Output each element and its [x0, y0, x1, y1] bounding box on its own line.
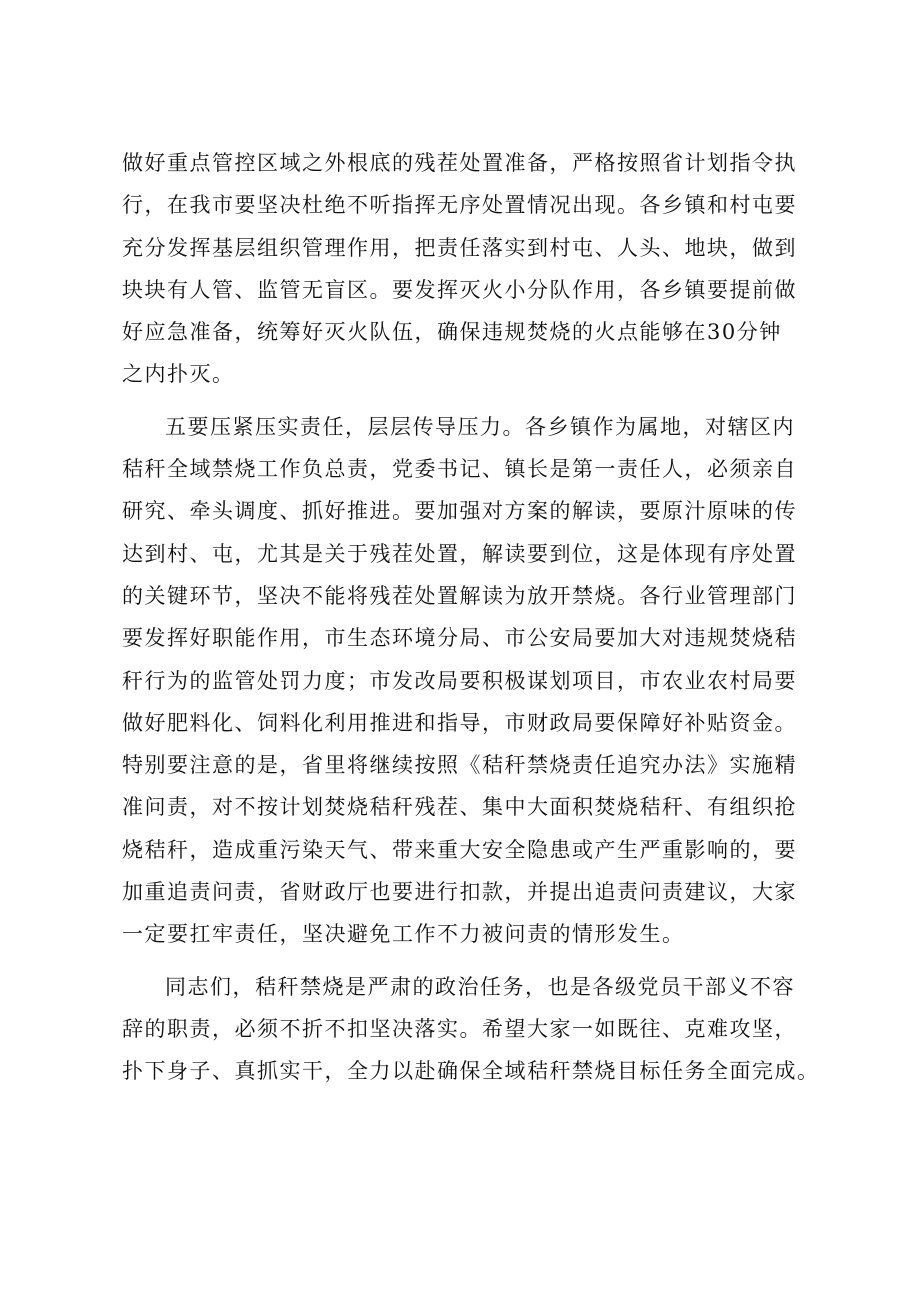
- text-line: 辞的职责，必须不折不扣坚决落实。希望大家一如既往、克难攻坚，: [122, 1016, 797, 1041]
- text-line: 五要压紧压实责任，层层传导压力。各乡镇作为属地，对辖区内: [165, 414, 795, 439]
- text-line: 烧秸秆，造成重污染天气、带来重大安全隐患或产生严重影响的，要: [122, 837, 797, 862]
- text-line: 秸秆全域禁烧工作负总责，党委书记、镇长是第一责任人，必须亲自: [122, 457, 797, 482]
- text-line: 做好重点管控区域之外根底的残茬处置准备，严格按照省计划指令执: [122, 151, 797, 175]
- paragraph-2: [122, 406, 802, 956]
- text-line: 之内扑灭。: [122, 362, 235, 387]
- text-line: 达到村、屯，尤其是关于残茬处置，解读要到位，这是体现有序处置: [122, 541, 797, 566]
- text-line: 做好肥料化、饲料化利用推进和指导，市财政局要保障好补贴资金。: [122, 710, 797, 735]
- text-line: 同志们，秸秆禁烧是严肃的政治任务，也是各级党员干部义不容: [165, 974, 795, 999]
- text-line: 扑下身子、真抓实干，全力以赴确保全域秸秆禁烧目标任务全面完成。: [122, 1059, 820, 1084]
- text-line: 准问责，对不按计划焚烧秸秆残茬、集中大面积焚烧秸秆、有组织抢: [122, 795, 797, 820]
- text-line: 的关键环节，坚决不能将残茬处置解读为放开禁烧。各行业管理部门: [122, 583, 797, 608]
- paragraph-gap: [122, 396, 802, 406]
- text-line: 行，在我市要坚决杜绝不听指挥无序处置情况出现。各乡镇和村屯要: [122, 193, 797, 218]
- text-line: 特别要注意的是，省里将继续按照《秸秆禁烧责任追究办法》实施精: [122, 753, 797, 778]
- document-body: [122, 142, 820, 1093]
- paragraph-3: [122, 966, 820, 1093]
- text-line: 要发挥好职能作用，市生态环境分局、市公安局要加大对违规焚烧秸: [122, 626, 797, 651]
- text-line: 秆行为的监管处罚力度；市发改局要积极谋划项目，市农业农村局要: [122, 668, 797, 693]
- text-line: 充分发挥基层组织管理作用，把责任落实到村屯、人头、地块，做到: [122, 235, 797, 260]
- text-line: 好应急准备，统筹好灭火队伍，确保违规焚烧的火点能够在30分钟: [122, 320, 782, 345]
- text-line: 加重追责问责，省财政厅也要进行扣款，并提出追责问责建议，大家: [122, 880, 797, 905]
- paragraph-1: [122, 142, 802, 396]
- text-line: 块块有人管、监管无盲区。要发挥灭火小分队作用，各乡镇要提前做: [122, 277, 797, 302]
- text-line: 一定要扛牢责任，坚决避免工作不力被问责的情形发生。: [122, 922, 685, 947]
- paragraph-gap: [122, 956, 802, 966]
- text-line: 研究、牵头调度、抓好推进。要加强对方案的解读，要原汁原味的传: [122, 499, 797, 524]
